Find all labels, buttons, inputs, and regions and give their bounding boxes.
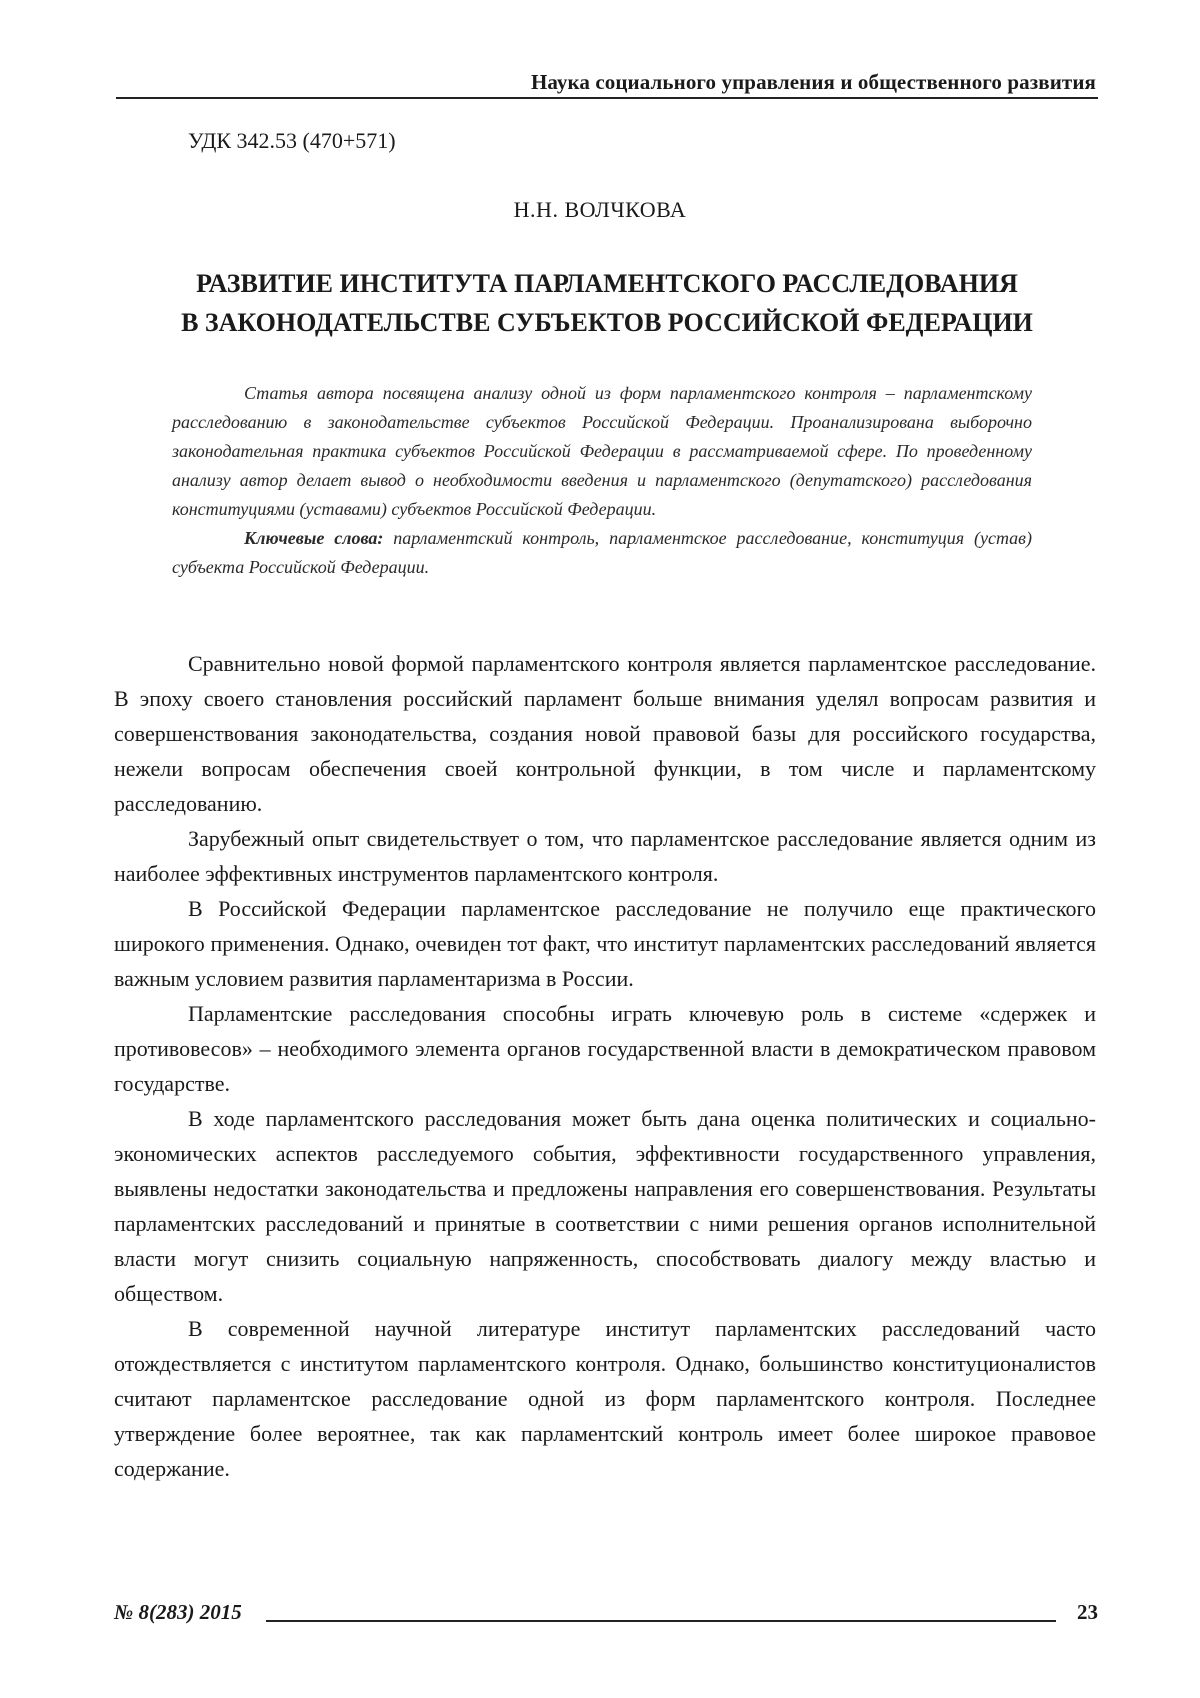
article-body xyxy=(114,646,1096,1486)
body-paragraph-4: Парламентские расследования способны играть ключевую роль в системе «сдержек и противовесов» – необходимого элемента органов государственной власти в демократическом правовом государстве. xyxy=(114,1001,1096,1096)
abstract-text: Статья автора посвящена анализу одной из форм парламентского контроля – парламентскому расследованию в законодательстве субъектов Российской Федерации. Проанализирована выборочно законодательная практика субъектов Российской Федерации в рассматриваемой сфере. По проведенному анализу автор делает вывод о необходимости введения и парламентского (депутатского) расследования конституциями (уставами) субъектов Российской Федерации. xyxy=(172,383,1032,519)
body-paragraph-6: В современной научной литературе институт парламентских расследований часто отождествляется с институтом парламентского контроля. Однако, большинство конституционалистов считают парламентское расследование одной из форм парламентского контроля. Последнее утверждение более вероятнее, так как парламентский контроль имеет более широкое правовое содержание. xyxy=(114,1316,1096,1481)
author-name: Н.Н. ВОЛЧКОВА xyxy=(513,197,687,222)
article-title-line-1: РАЗВИТИЕ ИНСТИТУТА ПАРЛАМЕНТСКОГО РАССЛЕДОВАНИЯ xyxy=(196,269,1018,298)
udk-code: УДК 342.53 (470+571) xyxy=(188,128,396,153)
abstract xyxy=(172,379,1032,582)
body-paragraph-2: Зарубежный опыт свидетельствует о том, что парламентское расследование является одним из наиболее эффективных инструментов парламентского контроля. xyxy=(114,826,1096,886)
article-title-line-2: В ЗАКОНОДАТЕЛЬСТВЕ СУБЪЕКТОВ РОССИЙСКОЙ ФЕДЕРАЦИИ xyxy=(181,308,1033,337)
body-paragraph-3: В Российской Федерации парламентское расследование не получило еще практического широкого применения. Однако, очевиден тот факт, что институт парламентских расследований является важным условием развития парламентаризма в России. xyxy=(114,896,1096,991)
body-paragraph-5: В ходе парламентского расследования может быть дана оценка политических и социально-экономических аспектов расследуемого события, эффективности государственного управления, выявлены недостатки законодательства и предложены направления его совершенствования. Результаты парламентских расследований и принятые в соответствии с ними решения органов исполнительной власти могут снизить социальную напряженность, способствовать диалогу между властью и обществом. xyxy=(114,1106,1096,1306)
header-rule xyxy=(116,97,1098,99)
footer-rule xyxy=(266,1620,1056,1622)
footer-issue: № 8(283) 2015 xyxy=(114,1600,242,1624)
article-title xyxy=(116,264,1098,342)
keywords-list: парламентский контроль, парламентское расследование, конституция (устав) субъекта Российской Федерации. xyxy=(172,528,1032,577)
keywords-label: Ключевые слова: xyxy=(244,528,384,548)
body-paragraph-1: Сравнительно новой формой парламентского контроля является парламентское расследование. В эпоху своего становления российский парламент больше внимания уделял вопросам развития и совершенствования законодательства, создания новой правовой базы для российского государства, нежели вопросам обеспечения своей контрольной функции, в том числе и парламентскому расследованию. xyxy=(114,651,1096,816)
journal-header: Наука социального управления и общественного развития xyxy=(530,70,1096,94)
keywords xyxy=(172,524,1032,582)
page-number: 23 xyxy=(1077,1600,1098,1624)
